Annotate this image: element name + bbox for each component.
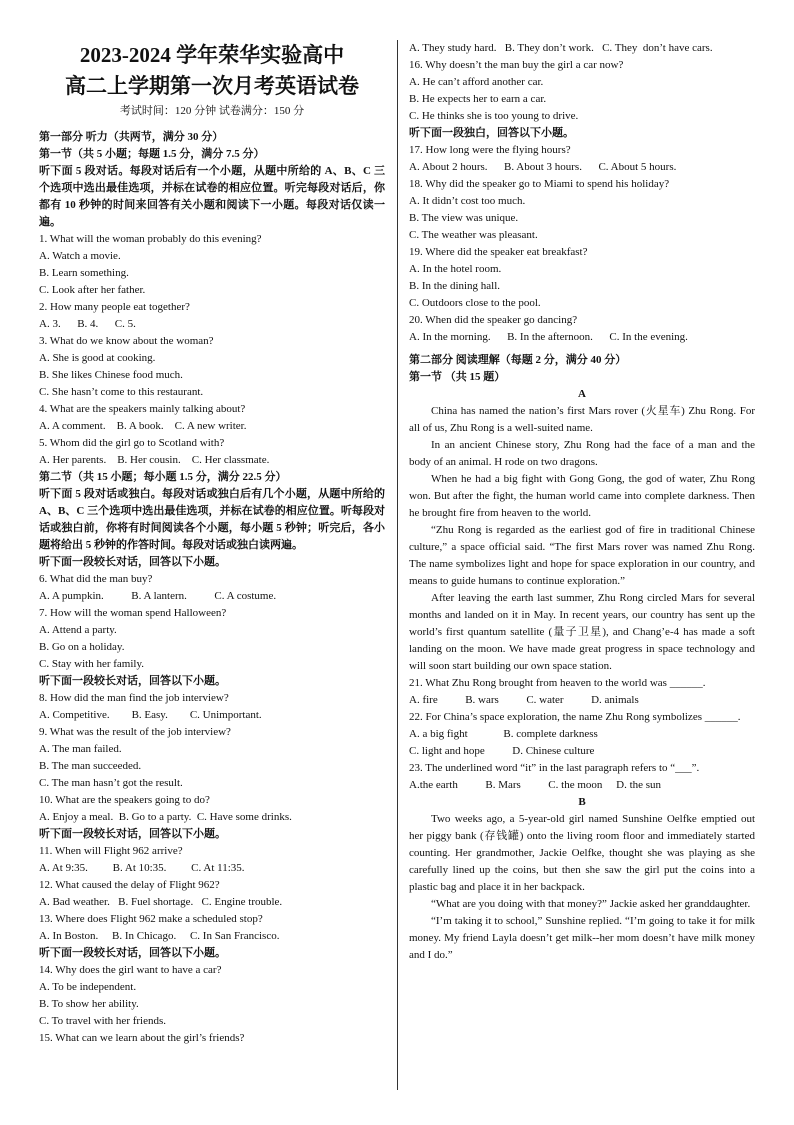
options-22cd: C. light and hope D. Chinese culture <box>409 745 595 757</box>
dialog-intro-6: 听下面一段较长对话，回答以下小题。 <box>39 556 226 568</box>
part1-sec2-instructions: 听下面 5 段对话或独白。每段对话或独白后有几个小题，从题中所给的 A、B、C 三个选项中选出最佳选项，并标在试卷的相应位置。听每段对话或独白前，你将有时间阅读各个小题，每小题 5 秒钟；听完后，各小题将给出 5 秒钟的作答时间。每段对话或独白读两遍。 <box>39 488 385 551</box>
options-23: A.the earth B. Mars C. the moon D. the sun <box>409 779 662 791</box>
passage-b-paragraph-2: “What are you doing with that money?” Jackie asked her granddaughter. <box>431 898 751 910</box>
question-7: 7. How will the woman spend Halloween? <box>39 607 227 619</box>
part2-heading: 第二部分 阅读理解（每题 2 分，满分 40 分） <box>409 354 627 366</box>
question-1: 1. What will the woman probably do this evening? <box>39 233 262 245</box>
question-9: 9. What was the result of the job interview? <box>39 726 231 738</box>
question-10: 10. What are the speakers going to do? <box>39 794 210 806</box>
option-3a: A. She is good at cooking. <box>39 352 156 364</box>
passage-a-label: A <box>578 388 586 400</box>
option-9a: A. The man failed. <box>39 743 122 755</box>
option-7b: B. Go on a holiday. <box>39 641 125 653</box>
passage-b-paragraph-3: “I’m taking it to school,” Sunshine replied. “I’m going to take it for milk money. My friend Layla doesn’t get milk--her mom doesn’t have milk money and I do.” <box>409 915 755 961</box>
question-16: 16. Why doesn’t the man buy the girl a car now? <box>409 59 624 71</box>
option-14c: C. To travel with her friends. <box>39 1015 167 1027</box>
option-19a: A. In the hotel room. <box>409 263 502 275</box>
options-21: A. fire B. wars C. water D. animals <box>409 694 639 706</box>
options-22ab: A. a big fight B. complete darkness <box>409 728 598 740</box>
options-4: A. A comment. B. A book. C. A new writer. <box>39 420 247 432</box>
part1-sec2-heading: 第二节（共 15 小题；每小题 1.5 分，满分 22.5 分） <box>39 471 287 483</box>
dialog-intro-11: 听下面一段较长对话，回答以下小题。 <box>39 828 226 840</box>
question-15: 15. What can we learn about the girl’s friends? <box>39 1032 245 1044</box>
question-18: 18. Why did the speaker go to Miami to spend his holiday? <box>409 178 670 190</box>
title-line-1: 2023-2024 学年荣华实验高中 <box>79 43 345 67</box>
right-column <box>409 40 755 964</box>
left-column <box>39 40 385 1047</box>
part2-sec1-heading: 第一节 （共 15 题） <box>409 371 506 383</box>
option-7a: A. Attend a party. <box>39 624 117 636</box>
options-8: A. Competitive. B. Easy. C. Unimportant. <box>39 709 262 721</box>
question-6: 6. What did the man buy? <box>39 573 153 585</box>
question-11: 11. When will Flight 962 arrive? <box>39 845 183 857</box>
option-14b: B. To show her ability. <box>39 998 139 1010</box>
question-3: 3. What do we know about the woman? <box>39 335 214 347</box>
options-17: A. About 2 hours. B. About 3 hours. C. About 5 hours. <box>409 161 677 173</box>
option-16a: A. He can’t afford another car. <box>409 76 544 88</box>
question-22: 22. For China’s space exploration, the name Zhu Rong symbolizes ______. <box>409 711 741 723</box>
option-9b: B. The man succeeded. <box>39 760 142 772</box>
dialog-intro-14: 听下面一段较长对话，回答以下小题。 <box>39 947 226 959</box>
option-19b: B. In the dining hall. <box>409 280 501 292</box>
question-20: 20. When did the speaker go dancing? <box>409 314 578 326</box>
options-2: A. 3. B. 4. C. 5. <box>39 318 136 330</box>
passage-a-paragraph-4: “Zhu Rong is regarded as the earliest god of fire in traditional Chinese culture,” a space official said. “The first Mars rover was named Zhu Rong. The name symbolizes light and hope for space exploration in our country, and means to guide humans to continue exploration.” <box>409 524 755 587</box>
option-16b: B. He expects her to earn a car. <box>409 93 547 105</box>
passage-a-paragraph-1: China has named the nation’s first Mars rover (火星车) Zhu Rong. For all of us, Zhu Rong is a well-suited name. <box>409 405 755 434</box>
question-13: 13. Where does Flight 962 make a scheduled stop? <box>39 913 263 925</box>
option-3c: C. She hasn’t come to this restaurant. <box>39 386 204 398</box>
exam-info: 考试时间：120 分钟 试卷满分：150 分 <box>119 105 305 117</box>
option-1b: B. Learn something. <box>39 267 129 279</box>
passage-b-paragraph-1: Two weeks ago, a 5-year-old girl named Sunshine Oelfke emptied out her piggy bank (存钱罐) onto the living room floor and immediately started counting. Her grandmother, Jackie Oelfke, thought she was playing as she carefully lined up the coins, but then she saw the girl put the coins into a plastic bag and place it in her backpack. <box>409 813 755 893</box>
option-9c: C. The man hasn’t got the result. <box>39 777 183 789</box>
options-11: A. At 9:35. B. At 10:35. C. At 11:35. <box>39 862 245 874</box>
options-20: A. In the morning. B. In the afternoon. C. In the evening. <box>409 331 688 343</box>
option-7c: C. Stay with her family. <box>39 658 144 670</box>
question-19: 19. Where did the speaker eat breakfast? <box>409 246 588 258</box>
question-21: 21. What Zhu Rong brought from heaven to the world was ______. <box>409 677 706 689</box>
dialog-intro-8: 听下面一段较长对话，回答以下小题。 <box>39 675 226 687</box>
passage-b-label: B <box>578 796 586 808</box>
options-5: A. Her parents. B. Her cousin. C. Her classmate. <box>39 454 270 466</box>
passage-a-paragraph-2: In an ancient Chinese story, Zhu Rong had the face of a man and the body of an animal. H rode on two dragons. <box>409 439 755 468</box>
option-16c: C. He thinks she is too young to drive. <box>409 110 579 122</box>
option-1c: C. Look after her father. <box>39 284 146 296</box>
passage-a-paragraph-5: After leaving the earth last summer, Zhu Rong circled Mars for several months and landed on it in May. In recent years, our country has sent up the world’s first quantum satellite (量子卫星), and Chang’e-4 has made a soft landing on the moon. We have made great progress in space technology and will soon start building our own space station. <box>409 592 755 672</box>
options-15: A. They study hard. B. They don’t work. C. They don’t have cars. <box>409 42 713 54</box>
options-13: A. In Boston. B. In Chicago. C. In San Francisco. <box>39 930 280 942</box>
part1-sec1-instructions: 听下面 5 段对话。每段对话后有一个小题，从题中所给的 A、B、C 三个选项中选出最佳选项，并标在试卷的相应位置。听完每段对话后，你都有 10 秒钟的时间来回答有关小题和阅读下一小题。每段对话仅读一遍。 <box>39 165 385 228</box>
option-1a: A. Watch a movie. <box>39 250 121 262</box>
title-line-2: 高二上学期第一次月考英语试卷 <box>65 74 359 98</box>
question-17: 17. How long were the flying hours? <box>409 144 571 156</box>
question-2: 2. How many people eat together? <box>39 301 190 313</box>
option-19c: C. Outdoors close to the pool. <box>409 297 541 309</box>
question-5: 5. Whom did the girl go to Scotland with? <box>39 437 225 449</box>
options-10: A. Enjoy a meal. B. Go to a party. C. Have some drinks. <box>39 811 292 823</box>
option-18a: A. It didn’t cost too much. <box>409 195 526 207</box>
question-12: 12. What caused the delay of Flight 962? <box>39 879 220 891</box>
options-12: A. Bad weather. B. Fuel shortage. C. Engine trouble. <box>39 896 283 908</box>
part1-heading: 第一部分 听力（共两节，满分 30 分） <box>39 131 224 143</box>
passage-a-paragraph-3: When he had a big fight with Gong Gong, the god of water, Zhu Rong won. But after the fight, the human world came into complete darkness. Then he brought fire from heaven to the world. <box>409 473 755 519</box>
part1-sec1-heading: 第一节（共 5 小题；每题 1.5 分，满分 7.5 分） <box>39 148 265 160</box>
option-14a: A. To be independent. <box>39 981 137 993</box>
question-14: 14. Why does the girl want to have a car? <box>39 964 222 976</box>
monologue-intro: 听下面一段独白，回答以下小题。 <box>409 127 574 139</box>
options-6: A. A pumpkin. B. A lantern. C. A costume. <box>39 590 277 602</box>
question-4: 4. What are the speakers mainly talking about? <box>39 403 246 415</box>
option-18c: C. The weather was pleasant. <box>409 229 538 241</box>
option-18b: B. The view was unique. <box>409 212 519 224</box>
option-3b: B. She likes Chinese food much. <box>39 369 183 381</box>
column-divider <box>397 40 398 1090</box>
question-23: 23. The underlined word “it” in the last paragraph refers to “___”. <box>409 762 700 774</box>
question-8: 8. How did the man find the job interview? <box>39 692 229 704</box>
